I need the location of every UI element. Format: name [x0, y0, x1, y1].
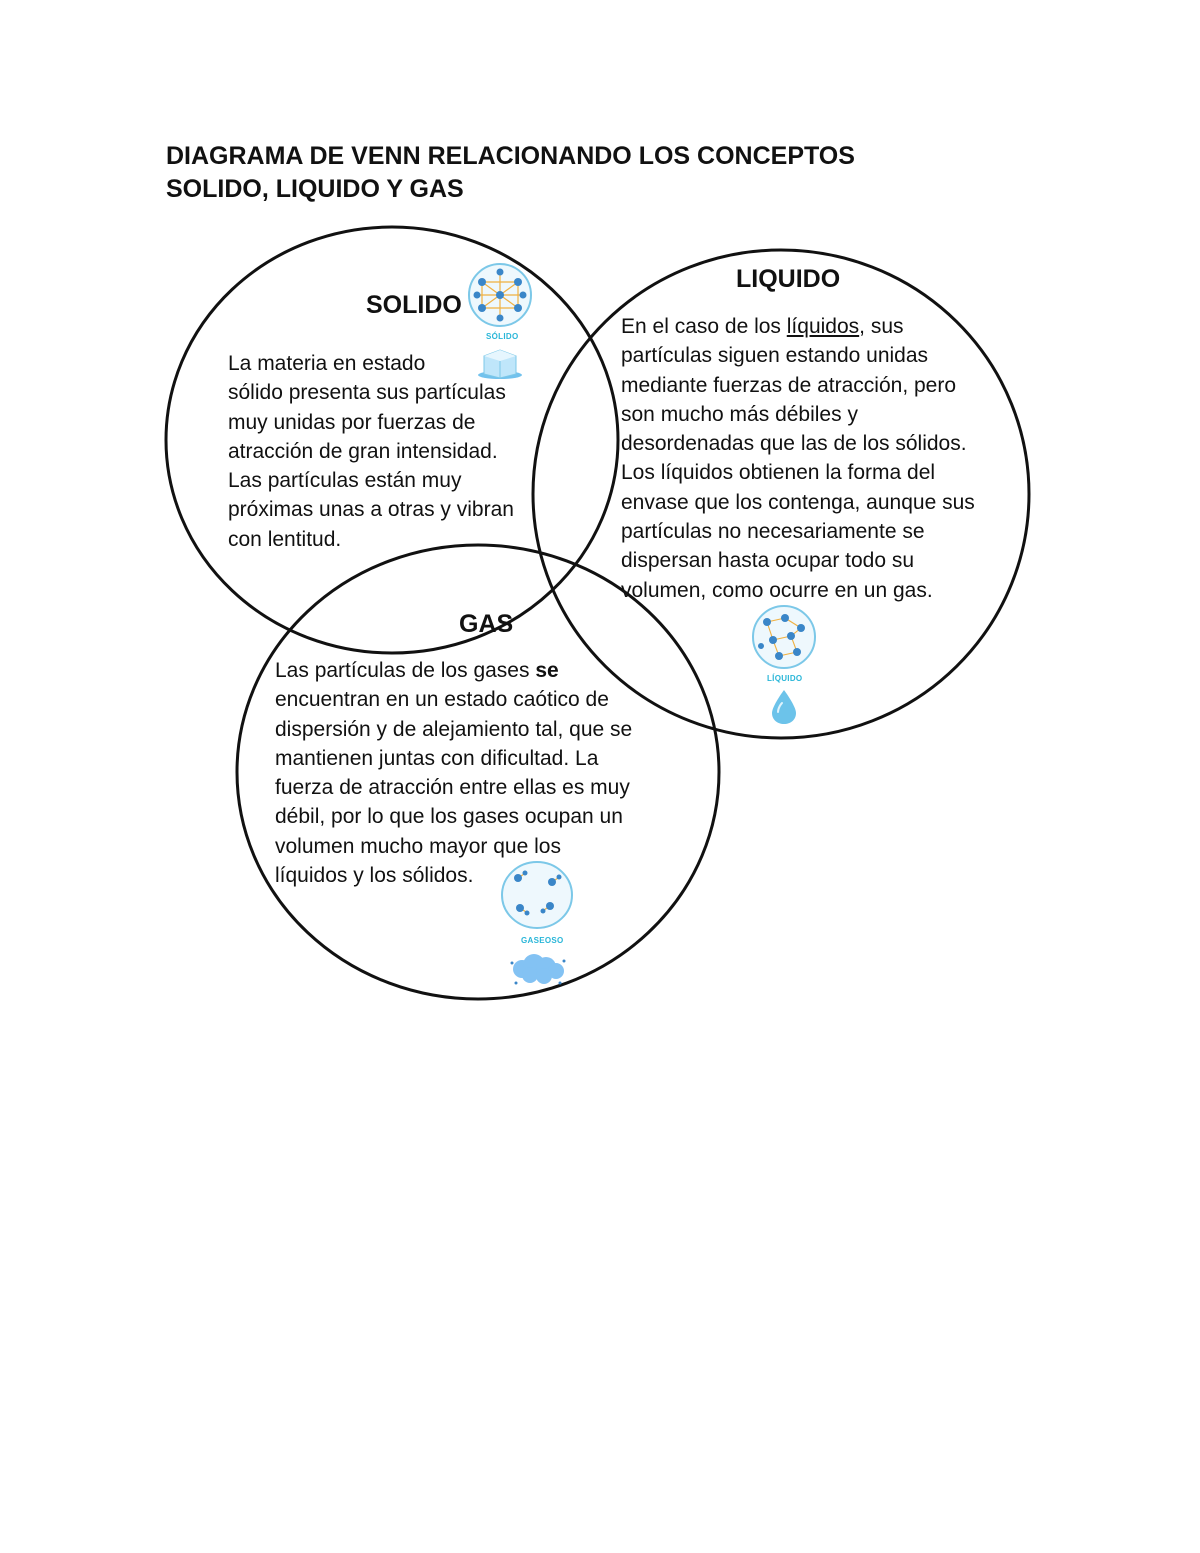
liquid-line: volumen, como ocurre en un gas.: [621, 578, 933, 602]
liquid-line: mediante fuerzas de atracción, pero: [621, 373, 957, 397]
liquid-line-1-post: , sus: [859, 315, 904, 338]
title-line-1: DIAGRAMA DE VENN RELACIONANDO LOS CONCEPTOS: [166, 142, 855, 170]
liquid-line: Los líquidos obtienen la forma del: [621, 461, 936, 485]
liquid-line: son mucho más débiles y: [621, 402, 858, 426]
gas-line: encuentran en un estado caótico de: [275, 688, 609, 712]
solid-line: Las partículas están muy: [228, 469, 462, 493]
solid-line: muy unidas por fuerzas de: [228, 410, 476, 434]
liquid-heading: LIQUIDO: [736, 265, 841, 293]
solid-description: [228, 349, 514, 554]
title-line-2: SOLIDO, LIQUIDO Y GAS: [166, 175, 464, 203]
gas-line: [275, 656, 632, 685]
gas-line-1-bold: se: [535, 659, 559, 682]
gas-line: fuerza de atracción entre ellas es muy: [275, 776, 630, 800]
gas-cloud-icon: [506, 949, 568, 989]
gas-line: mantienen juntas con dificultad. La: [275, 746, 599, 770]
liquid-line: desordenadas que las de los sólidos.: [621, 432, 967, 456]
liquid-line: envase que los contenga, aunque sus: [621, 490, 975, 514]
solid-molecule-icon: [467, 262, 533, 328]
solid-icon-caption: SÓLIDO: [486, 332, 519, 341]
gas-line: débil, por lo que los gases ocupan un: [275, 805, 623, 829]
liquid-line: dispersan hasta ocupar todo su: [621, 549, 915, 573]
gas-description: [275, 656, 632, 890]
solid-heading: SOLIDO: [366, 291, 462, 319]
liquid-line: partículas siguen estando unidas: [621, 344, 929, 368]
solid-line: La materia en estado: [228, 352, 426, 375]
gas-heading: GAS: [459, 610, 514, 638]
solid-line: sólido presenta sus partículas: [228, 381, 506, 405]
gas-icon-caption: GASEOSO: [521, 936, 564, 945]
liquid-line: [621, 312, 975, 341]
water-drop-icon: [769, 688, 799, 726]
liquid-icon-caption: LÍQUIDO: [767, 674, 803, 683]
gas-line: líquidos y los sólidos.: [275, 864, 474, 888]
solid-line: con lentitud.: [228, 527, 342, 551]
gas-line-1-pre: Las partículas de los gases: [275, 659, 536, 682]
gas-line: dispersión y de alejamiento tal, que se: [275, 717, 633, 741]
liquid-molecule-icon: [751, 604, 817, 670]
solid-line: atracción de gran intensidad.: [228, 439, 498, 463]
solid-line: próximas unas a otras y vibran: [228, 498, 514, 522]
liquid-line: partículas no necesariamente se: [621, 520, 925, 544]
liquid-line-1-pre: En el caso de los: [621, 315, 787, 338]
liquid-description: [621, 312, 975, 605]
liquid-line-1-underlined: líquidos: [786, 315, 860, 338]
gas-line: volumen mucho mayor que los: [275, 834, 561, 858]
gas-molecule-icon: [500, 860, 574, 930]
